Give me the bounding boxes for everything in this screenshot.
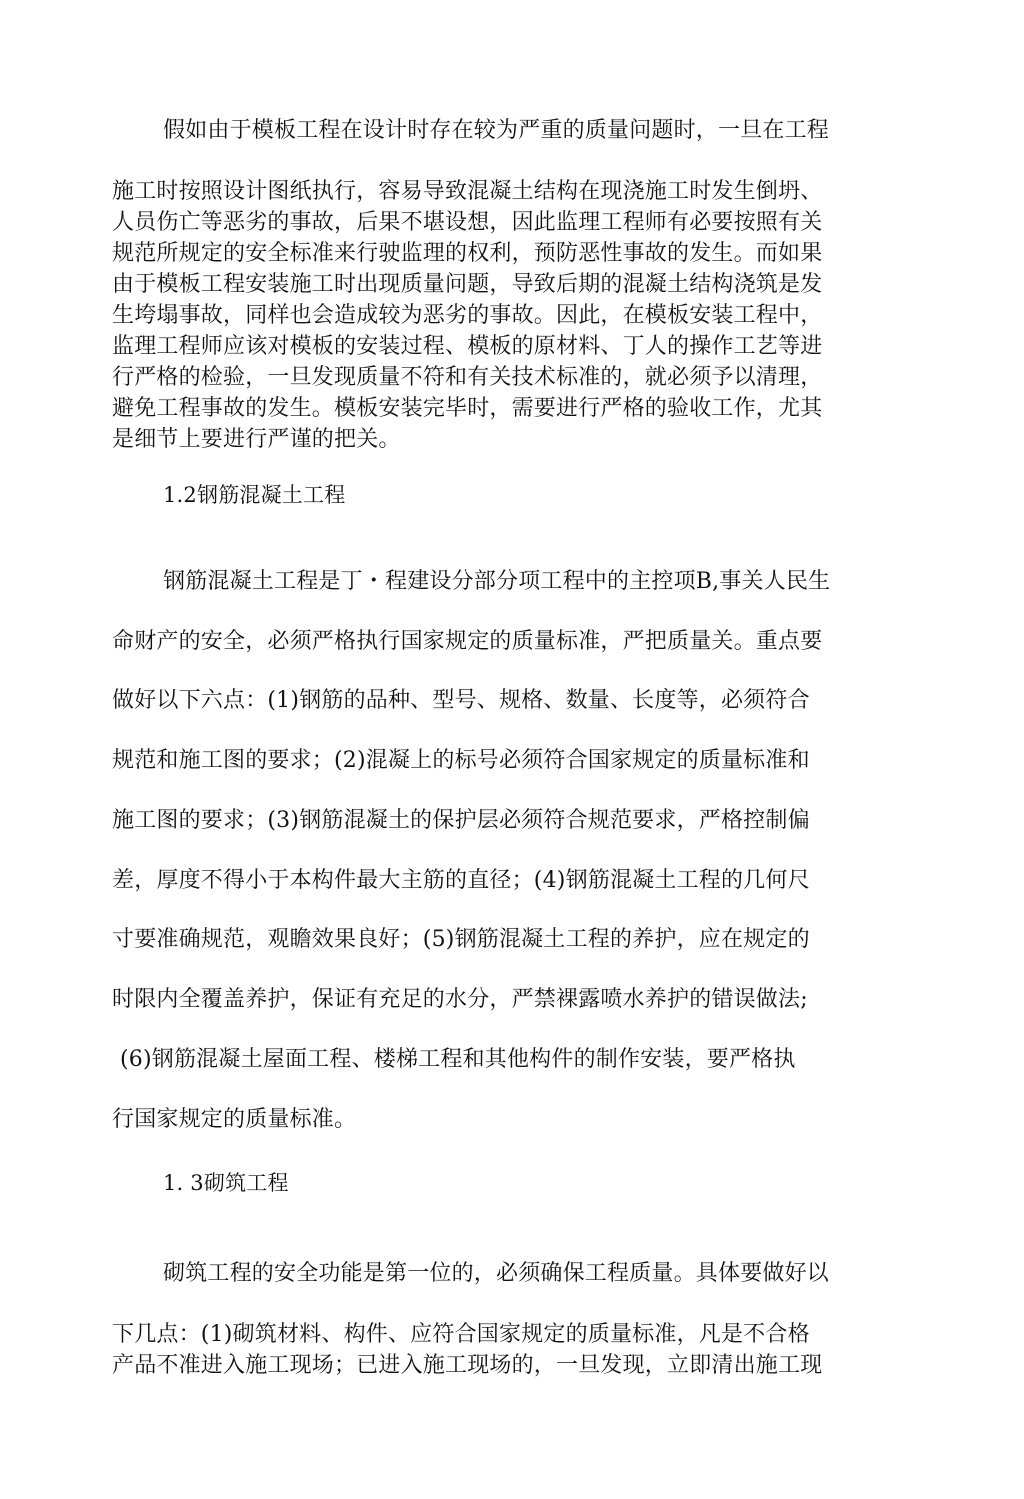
paragraph-line: 行国家规定的质量标准。 (112, 1107, 357, 1132)
paragraph-line: 下几点：(1)砌筑材料、构件、应符合国家规定的质量标准，凡是不合格 (112, 1322, 810, 1347)
paragraph-line: 施工图的要求；(3)钢筋混凝土的保护层必须符合规范要求，严格控制偏 (112, 808, 810, 833)
paragraph-line: 规范和施工图的要求；(2)混凝上的标号必须符合国家规定的质量标准和 (112, 748, 810, 773)
paragraph-line: 差，厚度不得小于本构件最大主筋的直径；(4)钢筋混凝土工程的几何尺 (112, 868, 810, 893)
paragraph-line: 砌筑工程的安全功能是第一位的，必须确保工程质量。具体要做好以 (163, 1261, 830, 1286)
paragraph-line: 寸要准确规范，观瞻效果良好；(5)钢筋混凝土工程的养护，应在规定的 (112, 927, 810, 952)
paragraph-line: 时限内全覆盖养护，保证有充足的水分，严禁裸露喷水养护的错误做法; (112, 987, 808, 1012)
paragraph-line: 人员伤亡等恶劣的事故，后果不堪设想，因此监理工程师有必要按照有关 (112, 210, 823, 235)
paragraph-line: 由于模板工程安装施工时出现质量问题，导致后期的混凝土结构浇筑是发 (112, 272, 823, 297)
paragraph-line: 行严格的检验，一旦发现质量不符和有关技术标准的，就必须予以清理， (112, 365, 823, 390)
paragraph-line: 命财产的安全，必须严格执行国家规定的质量标准，严把质量关。重点要 (112, 629, 823, 654)
paragraph-line: (6)钢筋混凝土屋面工程、楼梯工程和其他构件的制作安装，要严格执 (120, 1047, 796, 1072)
paragraph-line: 是细节上要进行严谨的把关。 (112, 427, 401, 452)
section-heading: 1.2钢筋混凝土工程 (163, 483, 346, 507)
paragraph-line: 假如由于模板工程在设计时存在较为严重的质量问题时，一旦在工程 (163, 118, 830, 143)
paragraph-line: 产品不准进入施工现场；已进入施工现场的，一旦发现，立即清出施工现 (112, 1353, 823, 1378)
paragraph-line: 监理工程师应该对模板的安装过程、模板的原材料、丁人的操作工艺等进 (112, 334, 823, 359)
section-heading: 1. 3砌筑工程 (163, 1171, 289, 1195)
paragraph-line: 钢筋混凝土工程是丁・程建设分部分项工程中的主控项B,事关人民生 (163, 569, 831, 594)
paragraph-line: 施工时按照设计图纸执行，容易导致混凝土结构在现浇施工时发生倒坍、 (112, 179, 823, 204)
paragraph-line: 规范所规定的安全标准来行驶监理的权利，预防恶性事故的发生。而如果 (112, 241, 823, 266)
paragraph-line: 避免工程事故的发生。模板安装完毕时，需要进行严格的验收工作，尤其 (112, 396, 823, 421)
paragraph-line: 生垮塌事故，同样也会造成较为恶劣的事故。因此，在模板安装工程中， (112, 303, 823, 328)
paragraph-line: 做好以下六点：(1)钢筋的品种、型号、规格、数量、长度等，必须符合 (112, 688, 810, 713)
